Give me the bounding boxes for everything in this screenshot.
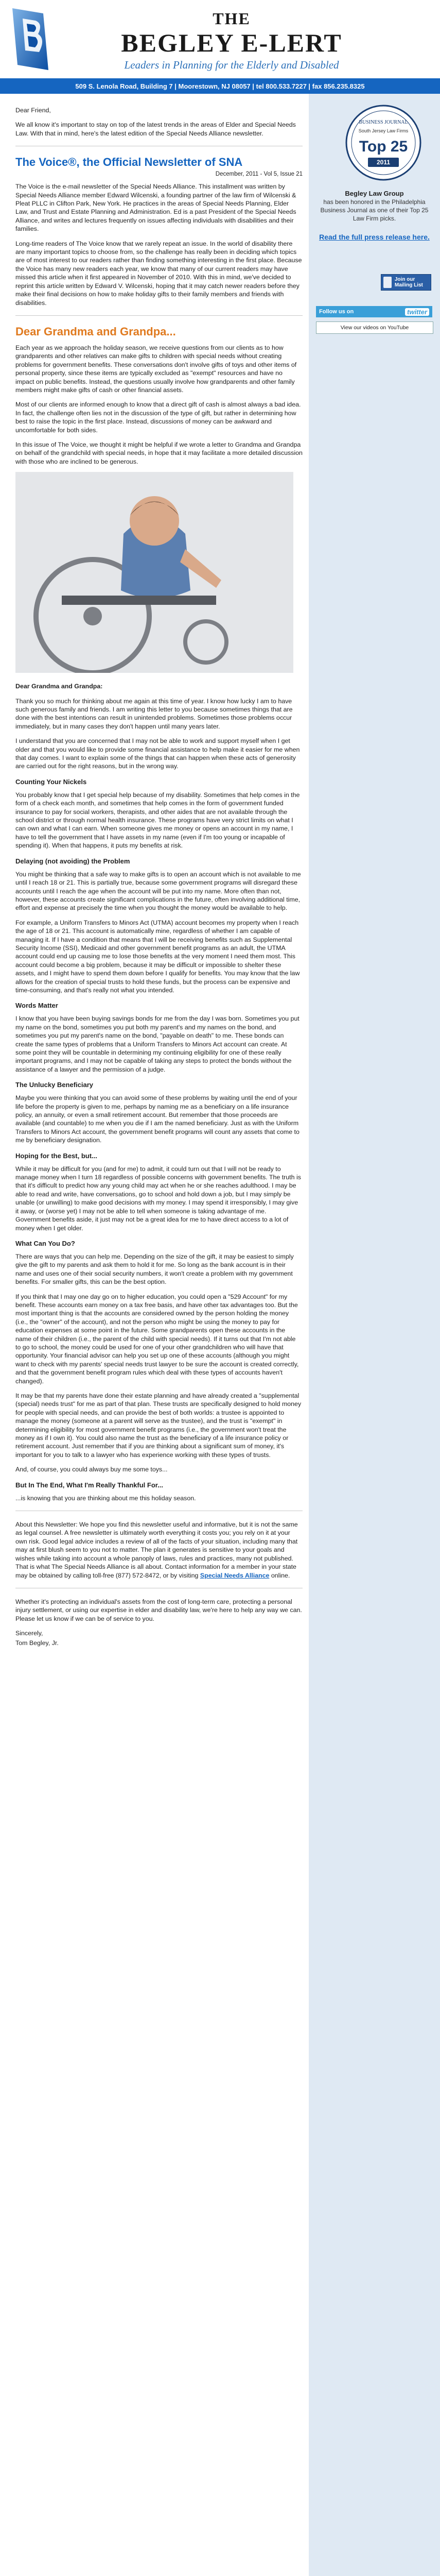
letter-paragraph: I understand that you are concerned that I may not be able to work and support myself when I get older and that you would like to provide some financial assistance to help make it easier for me when that day comes. I want to explain some of the things that can happen when these acts of generosity are carried out for the right reasons, but in the wrong way. bbox=[15, 737, 300, 770]
letter-paragraph: I know that you have been buying savings bonds for me from the day I was born. Sometimes you put my name on the bond, sometimes you put both my parent's and my names on the bond, and sometimes you put my parent's name on the bond, "payable on death" to me. These bonds can create the same types of problems that a Uniform Transfers to Minors Act account can create. At some point they will be countable in determining my continuing eligibility for one of these really important programs, and I may not be capable of taking any steps to protect the bonds without the assistance of a lawyer and the permission of a judge. bbox=[15, 1015, 300, 1073]
article2-paragraph: Most of our clients are informed enough to know that a direct gift of cash is almost always a bad idea. In fact, the challenge often lies not in the discussion of the type of gift, but rather in determining how best to raise the topic in the first place. Instead, discussions of money can be awkward and uncomfortable for both sides. bbox=[15, 401, 301, 434]
brand-the: THE bbox=[213, 9, 251, 28]
letter-paragraph: And, of course, you could always buy me some toys... bbox=[15, 1466, 168, 1473]
letter-paragraph: There are ways that you can help me. Depending on the size of the gift, it may be easiest to simply give the gift to my parents and ask them to hold it for me. So long as the bank account is in their name and uses one of their social security numbers, it won't create a problem with my government benefits. For smaller gifts, this can be the best option. bbox=[15, 1252, 294, 1286]
header bbox=[0, 0, 440, 78]
letter-paragraph: For example, a Uniform Transfers to Minors Act (UTMA) account becomes my property when I reach the age of 18 or 21. This account is automatically mine, regardless of whether I am capable of managing it. If I have a condition that means that I will be receiving benefits such as Supplemental Security Income (SSI), Medicaid and other government benefit programs as an adult, the UTMA account could end up causing me to lose those benefits at the very moment I need them most. This account could become a big problem, because it may be difficult or impossible to shelter these assets, and I might have to spend them down before I qualify for benefits. You may know that the law allows for the creation of special trusts to hold these funds, but the process can be expensive and time-consuming, and that's really not what you intended. bbox=[15, 919, 300, 994]
article2-title: Dear Grandma and Grandpa... bbox=[15, 325, 176, 338]
sidebar-text: has been honored in the Philadelphia Business Journal as one of their Top 25 Law Firm picks. bbox=[320, 198, 429, 222]
twitter-icon: twitter bbox=[405, 308, 429, 316]
sidebar-title: Begley Law Group bbox=[345, 190, 404, 197]
contact-bar: 509 S. Lenola Road, Building 7 | Moorestown, NJ 08057 | tel 800.533.7227 | fax 856.235.8325 bbox=[0, 78, 440, 94]
top25-award-badge bbox=[345, 104, 422, 181]
heading-delaying: Delaying (not avoiding) the Problem bbox=[15, 857, 130, 865]
article2-paragraph: Each year as we approach the holiday season, we receive questions from our clients as to how grandparents and other relatives can make gifts to children with special needs without creating problems for government benefits. These conversations don't involve gifts of toys and other items of personal property, since these items are typically excluded as "exempt" resources and have no impact on public benefits. Instead, the questions usually involve how grandparents and other family members might make gifts of cash or other financial assets. bbox=[15, 344, 297, 394]
greeting: Dear Friend, bbox=[15, 107, 51, 114]
divider bbox=[15, 315, 303, 316]
follow-label: Follow us on bbox=[319, 309, 354, 315]
about-newsletter bbox=[15, 1520, 303, 1580]
letter-paragraph: If you think that I may one day go on to higher education, you could open a "529 Account" for my benefit. These accounts earn money on a tax free basis, and have other tax advantages too. But the most important thing is that the accounts are considered owned by the person holding the money (i.e., the "owner" of the account), and not the person who might be using the money to pay for education expenses at some point in the future. Some grandparents open these accounts in the name of their children (i.e., the parent of the child with special needs). If it turns out that I'm not able to go to school, the money could be used for one of your other grandchildren who will have that opportunity. Your financial advisor can help you set up one of these accounts (although you might want to check with my parents' special needs trust lawyer to be sure the account is created correctly, and that the government benefit program rules which deal with these types of accounts haven't changed). bbox=[15, 1293, 299, 1385]
main-column bbox=[15, 106, 303, 1653]
letter-paragraph: You might be thinking that a safe way to make gifts is to open an account which is not available to me until I reach 18 or 21. This is partially true, because some government programs will disregard these accounts until I reach the age when the account will be put into my name. More often than not, however, these accounts create significant complications in the future, often involving additional time, effort and expense at precisely the time when you thought the money would be available to help. bbox=[15, 870, 301, 912]
heading-what: What Can You Do? bbox=[15, 1239, 75, 1247]
heading-unlucky: The Unlucky Beneficiary bbox=[15, 1081, 93, 1089]
heading-counting: Counting Your Nickels bbox=[15, 777, 87, 786]
heading-end: But In The End, What I'm Really Thankful For... bbox=[15, 1481, 163, 1489]
heading-hoping: Hoping for the Best, but... bbox=[15, 1151, 97, 1160]
badge-main: Top 25 bbox=[359, 138, 408, 155]
brand-name: BEGLEY E-LERT bbox=[121, 28, 342, 57]
youtube-link[interactable]: View our videos on YouTube bbox=[316, 321, 433, 334]
badge-sub: South Jersey Law Firms bbox=[358, 128, 409, 133]
signature: Tom Begley, Jr. bbox=[15, 1639, 59, 1647]
about-text: About this Newsletter: We hope you find this newsletter useful and informative, but it is not the same as legal counsel. A free newsletter is ultimately worth everything it costs you; you rely on it at your own risk. Good legal advice includes a review of all of the facts of your situation, including many that may at first blush seem to you not to matter. The plan it generates is sensitive to your goals and wishes while taking into account a whole panoply of laws, rules and practices, many not published. That is what The Special Needs Alliance is all about. Contact information for a member in your state may be obtained by calling toll-free (877) 572-8472, or by visiting bbox=[15, 1521, 298, 1579]
mail-icon bbox=[383, 277, 392, 288]
closing-paragraph: Whether it's protecting an individual's assets from the cost of long-term care, protecting a personal injury settlement, or using our expertise in elder and disability law, we're here to help any way we can. Please let us know if we can be of service to you. bbox=[15, 1598, 302, 1622]
sidebar bbox=[309, 94, 440, 2576]
letter-paragraph: You probably know that I get special help because of my disability. Sometimes that help comes in the form of a check each month, and sometimes that help comes in the form of government funded insurance to pay for social workers, therapists, and other aides that are not available through the school district or through normal health insurance. These programs have very strict limits on what I can own and what I can earn. When someone gives me money or opens an account in my name, I have to tell the government that I have assets in my name (even if I'm too young or incapable of spending it). When that happens, it puts my benefits at risk. bbox=[15, 791, 300, 850]
letter-paragraph: While it may be difficult for you (and for me) to admit, it could turn out that I will not be ready to manage money when I turn 18 regardless of possible concerns with government benefits. The truth is that it's difficult to predict how any young child may act when he or she reaches adulthood. I may be able to read and write, have conversations, go to school and hold down a job, but I may simply be unable (or unwilling) to make good decisions with my money. I may spend it irresponsibly, I may give it away, or (worse yet) I may not be able to tell when someone is taking advantage of me. Government benefits aside, it just may not be a great idea for me to have direct access to a lot of money when I get older. bbox=[15, 1165, 301, 1232]
article1-paragraph: Long-time readers of The Voice know that we rarely repeat an issue. In the world of disability there are many important topics to choose from, so the challenge has really been in deciding which topics are of most interest to our readers rather than finding something interesting in the first place. Because the Voice has many new readers each year, we know that many of our current readers may have missed this article when it first appeared in November of 2010. With this in mind, we've decided to reprint this article written by Edward V. Wilcenski, hoping that it may catch newer readers before they make their final decisions on how to make holiday gifts to their family members and friends with disabilities. bbox=[15, 240, 302, 307]
badge-year: 2011 bbox=[376, 159, 391, 166]
about-end: online. bbox=[271, 1571, 290, 1579]
child-wheelchair-image bbox=[15, 472, 293, 673]
join-label: Join our Mailing List bbox=[394, 277, 423, 288]
special-needs-alliance-link[interactable]: Special Needs Alliance bbox=[200, 1571, 270, 1579]
article1-date: December, 2011 - Vol 5, Issue 21 bbox=[215, 171, 303, 178]
join-mailing-list-button[interactable] bbox=[381, 274, 431, 291]
begley-logo-icon bbox=[7, 3, 54, 75]
sincerely: Sincerely, bbox=[15, 1630, 43, 1637]
letter-paragraph: ...is knowing that you are thinking about me this holiday season. bbox=[15, 1494, 196, 1502]
child-photo bbox=[15, 472, 293, 673]
article2-paragraph: In this issue of The Voice, we thought it might be helpful if we wrote a letter to Grandma and Grandpa on behalf of the grandchild with special needs, in hope that it may facilitate a more detailed discussion with those who are inclined to be generous. bbox=[15, 440, 303, 465]
heading-words: Words Matter bbox=[15, 1002, 58, 1010]
salutation: Dear Grandma and Grandpa: bbox=[15, 683, 103, 690]
badge-top: BUSINESS JOURNAL bbox=[359, 120, 408, 125]
letter-paragraph: It may be that my parents have done their estate planning and have already created a "supplemental (special) needs trust" for me as part of that plan. These trusts are specifically designed to hold money for people with special needs, and can provide the best of both worlds: a trustee is appointed to manage the money (someone at a parent will serve as the trustee), and the trust is "exempt" in determining eligibility for most government benefit programs (i.e., the government won't treat the money as if I own it). You could also name the trust as the beneficiary of a life insurance policy or retirement account. Just remember that if you are thinking about a significant sum of money, it's important for you to talk to a lawyer who has experience working with these types of trusts. bbox=[15, 1392, 302, 1459]
letter-paragraph: Thank you so much for thinking about me again at this time of year. I know how lucky I am to have such generous family and friends. I am writing this letter to you because sometimes things that are done with the best intentions can result in unintended problems. Sometimes those problems occur immediately, but in many cases they don't happen until many years later. bbox=[15, 697, 293, 730]
press-release-link[interactable]: Read the full press release here. bbox=[319, 233, 430, 241]
brand-tagline: Leaders in Planning for the Elderly and Disabled bbox=[124, 59, 339, 71]
letter-paragraph: Maybe you were thinking that you can avoid some of these problems by waiting until the end of your life before the property is given to me, perhaps by naming me as a beneficiary on a life insurance policy, an annuity, or even a small retirement account. But remember that those proceeds are available (and countable) to me when you die if I am the named beneficiary. Just as with the Uniform Transfers to Minors Act account, the government benefit programs will count any assets that come to me by beneficiary designation. bbox=[15, 1094, 300, 1144]
article1-paragraph: The Voice is the e-mail newsletter of the Special Needs Alliance. This installment was written by Special Needs Alliance member Edward Wilcenski, a founding partner of the law firm of Wilcenski & Pleat PLLC in Clifton Park, New York. He practices in the areas of Special Needs Planning, Elder Law, and Trust and Estate Planning and Administration. Ed is a past President of the Special Needs Alliance, and writes and lectures frequently on issues affecting individuals with disabilities and their families. bbox=[15, 183, 296, 233]
article1-title: The Voice®, the Official Newsletter of SNA bbox=[15, 156, 243, 169]
intro-text: We all know it's important to stay on top of the latest trends in the areas of Elder and Special Needs Law. With that in mind, here's the latest edition of the Special Needs Alliance newsletter. bbox=[15, 121, 296, 137]
twitter-follow-button[interactable] bbox=[316, 306, 432, 317]
